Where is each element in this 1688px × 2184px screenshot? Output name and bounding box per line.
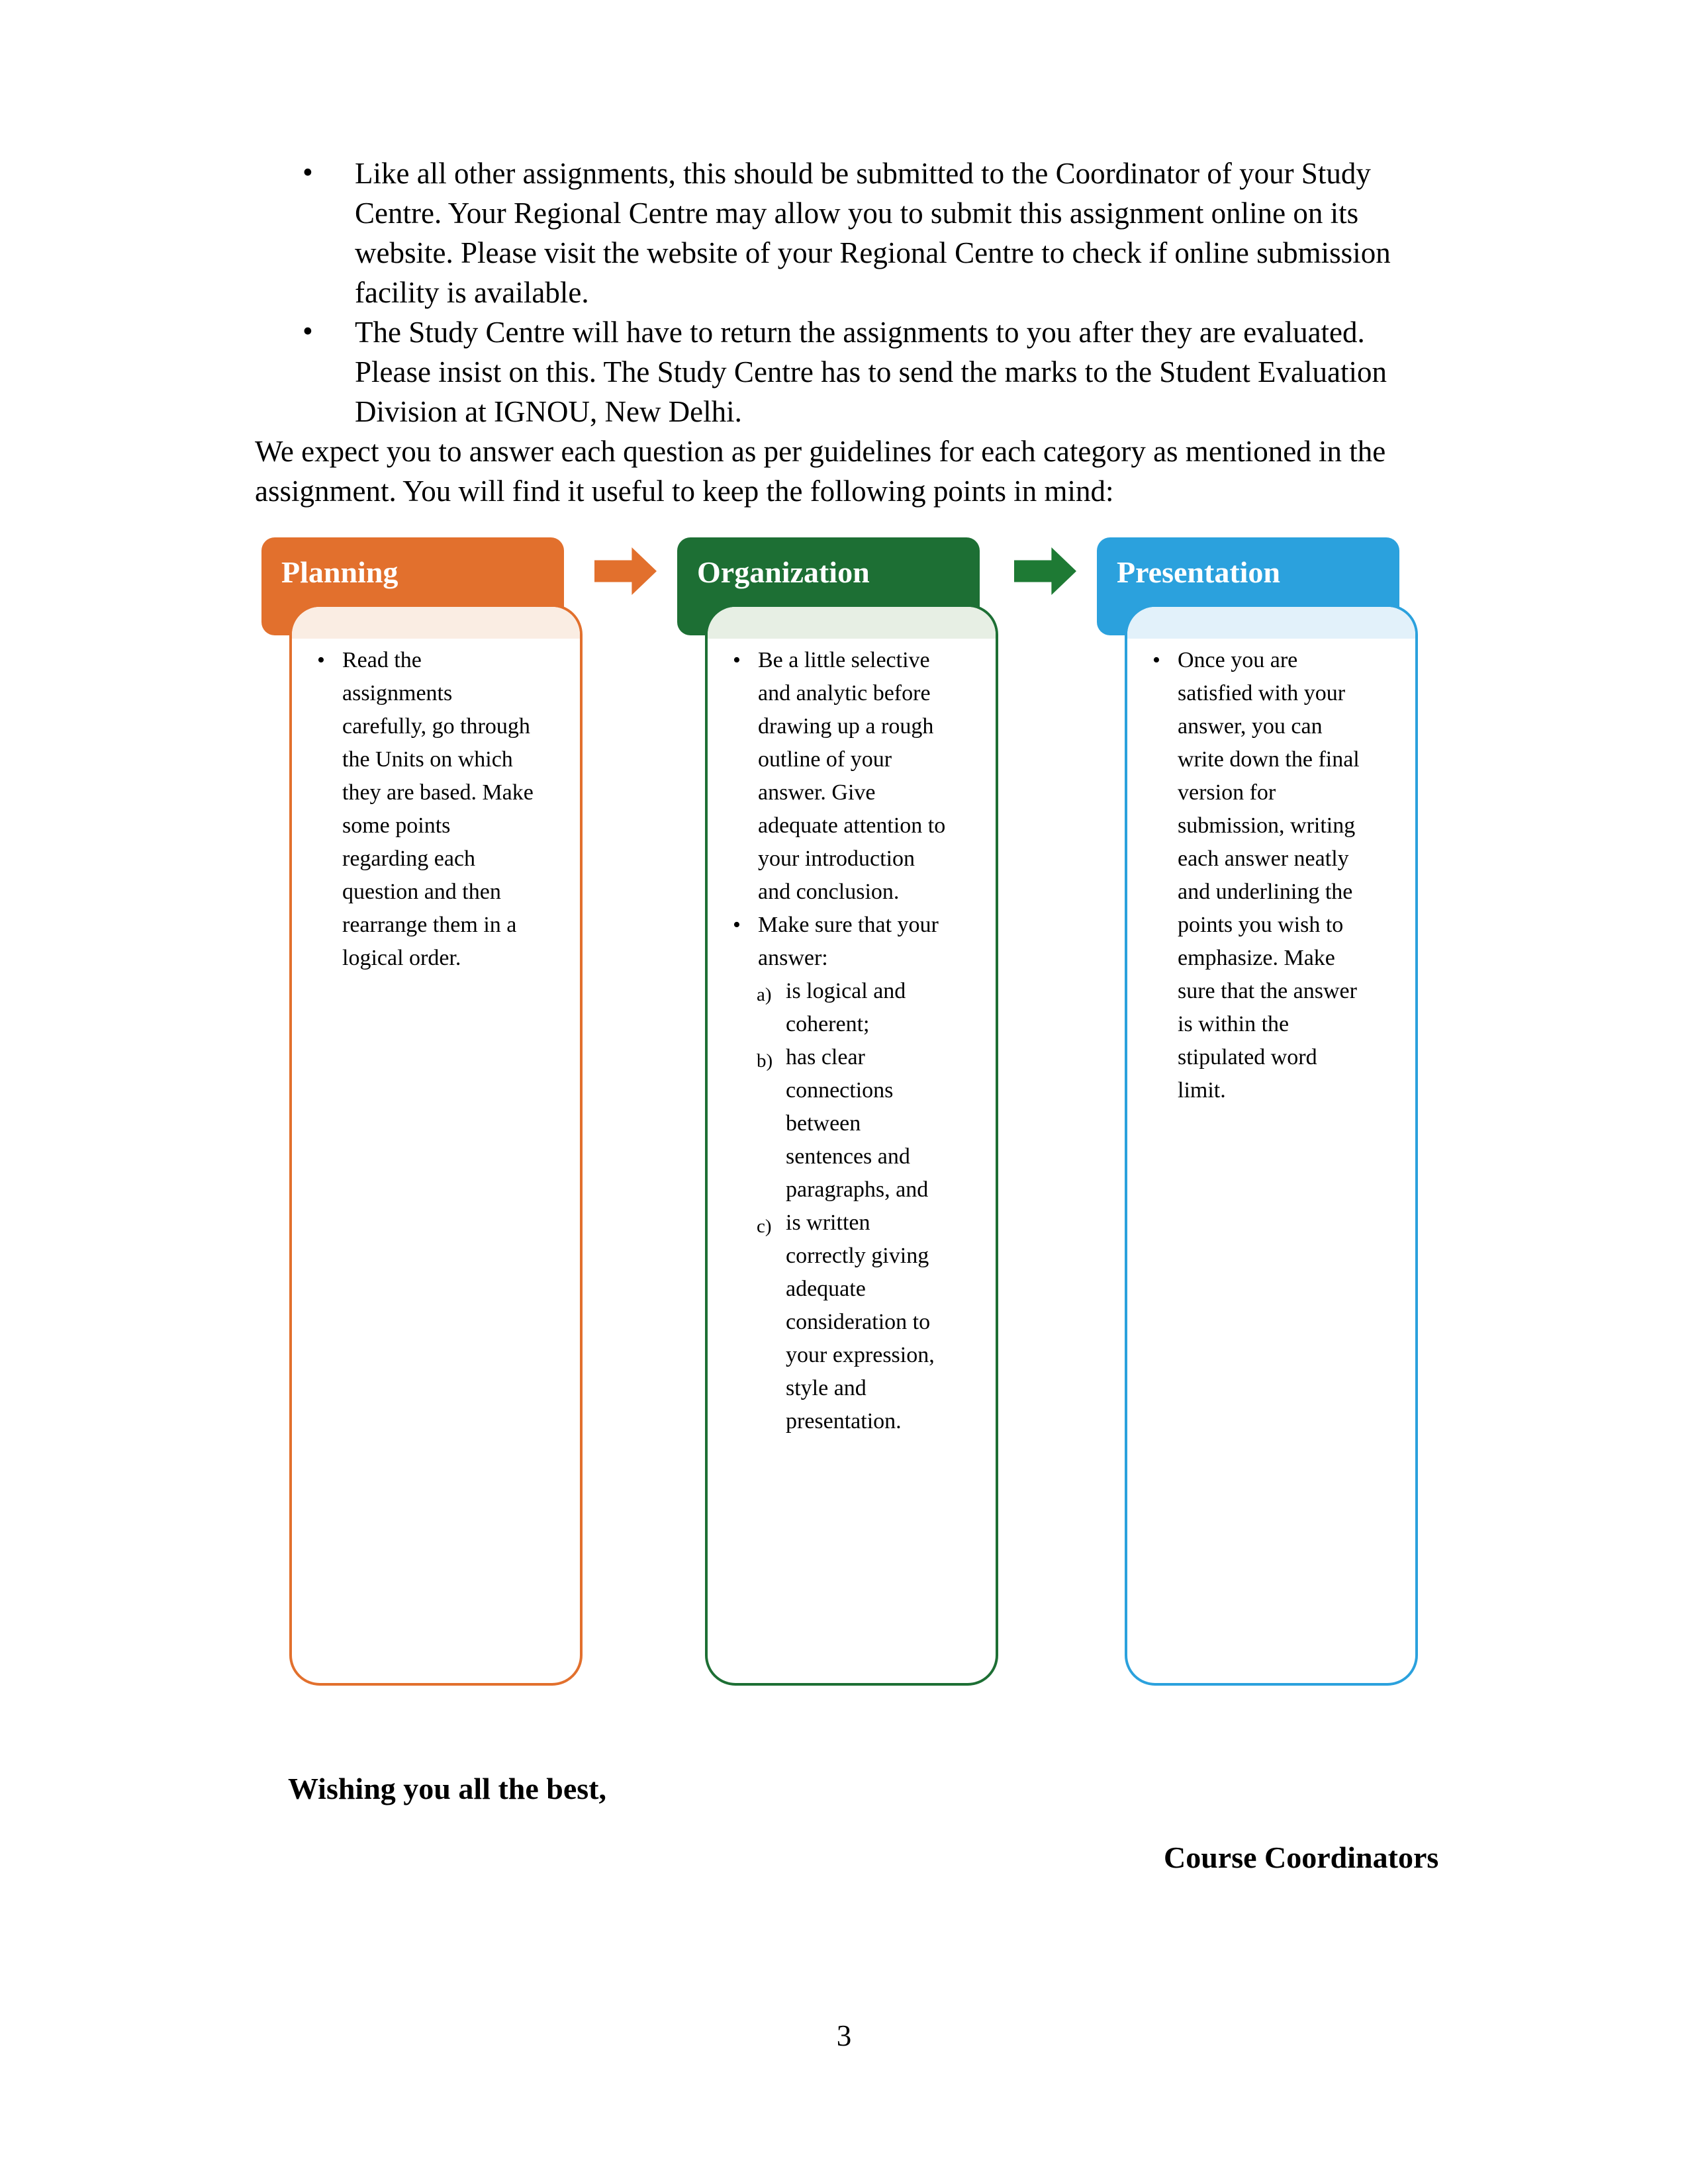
- bullet-marker: •: [733, 913, 741, 937]
- page-number: 3: [836, 2019, 852, 2052]
- arrow-right-icon: [1014, 547, 1076, 595]
- presentation-title: Presentation: [1117, 555, 1281, 589]
- list-item: [708, 909, 996, 975]
- organization-tint-band: [708, 607, 996, 639]
- organization-content: [708, 644, 996, 1438]
- planning-tint-band: [292, 607, 580, 639]
- closing-signature: Course Coordinators: [1164, 1841, 1439, 1874]
- sub-item-text: is written correctly giving adequate consideration to your expression, style and presentation.: [786, 1210, 935, 1433]
- sub-item-text: is logical and coherent;: [786, 979, 906, 1036]
- arrow-right-icon: [594, 547, 657, 595]
- bullet-marker: •: [733, 648, 741, 672]
- closing-wish: Wishing you all the best,: [288, 1772, 606, 1805]
- sub-item-label: c): [757, 1216, 772, 1237]
- bullet-marker: •: [303, 156, 313, 189]
- intro-paragraph: We expect you to answer each question as per guidelines for each category as mentioned in the assignment. You will find it useful to keep the following points in mind:: [255, 435, 1386, 508]
- planning-title: Planning: [281, 555, 399, 589]
- organization-box: [705, 604, 998, 1686]
- presentation-box: [1125, 604, 1418, 1686]
- bullet-text: Like all other assignments, this should be submitted to the Coordinator of your Study Centre. Your Regional Centre may allow you to submit this assignment online on its website. Please visit the website of your Regional Centre to check if online submission facility is available.: [355, 157, 1391, 309]
- bullet-text: The Study Centre will have to return the assignments to you after they are evaluated. Please insist on this. The Study Centre has to send the marks to the Student Evaluation Division at IGNOU, New Delhi.: [355, 316, 1387, 428]
- presentation-tint-band: [1127, 607, 1415, 639]
- bullet-text: Make sure that your answer:: [758, 913, 939, 970]
- bullet-text: Be a little selective and analytic before drawing up a rough outline of your answer. Give adequate attention to your introduction and conclusion.: [758, 648, 946, 904]
- sub-item-label: b): [757, 1050, 773, 1071]
- planning-content: [292, 644, 580, 975]
- list-item: [292, 644, 580, 975]
- list-item: [708, 644, 996, 909]
- sub-list-item: [708, 1041, 996, 1206]
- sub-list-item: [708, 1206, 996, 1438]
- bullet-marker: •: [303, 314, 313, 347]
- bullet-text: Read the assignments carefully, go through the Units on which they are based. Make some points regarding each question and then rearrange them in a logical order.: [342, 648, 534, 970]
- sub-item-text: has clear connections between sentences and paragraphs, and: [786, 1045, 929, 1202]
- sub-item-label: a): [757, 984, 772, 1005]
- sub-list-item: [708, 975, 996, 1041]
- list-item: [1127, 644, 1415, 1107]
- bullet-marker: •: [1152, 648, 1160, 672]
- organization-title: Organization: [697, 555, 870, 589]
- bullet-text: Once you are satisfied with your answer, you can write down the final version for submission, writing each answer neatly and underlining the points you wish to emphasize. Make sure that the answer is within the stipulated word limit.: [1178, 648, 1360, 1103]
- planning-box: [289, 604, 583, 1686]
- bullet-marker: •: [317, 648, 325, 672]
- presentation-content: [1127, 644, 1415, 1107]
